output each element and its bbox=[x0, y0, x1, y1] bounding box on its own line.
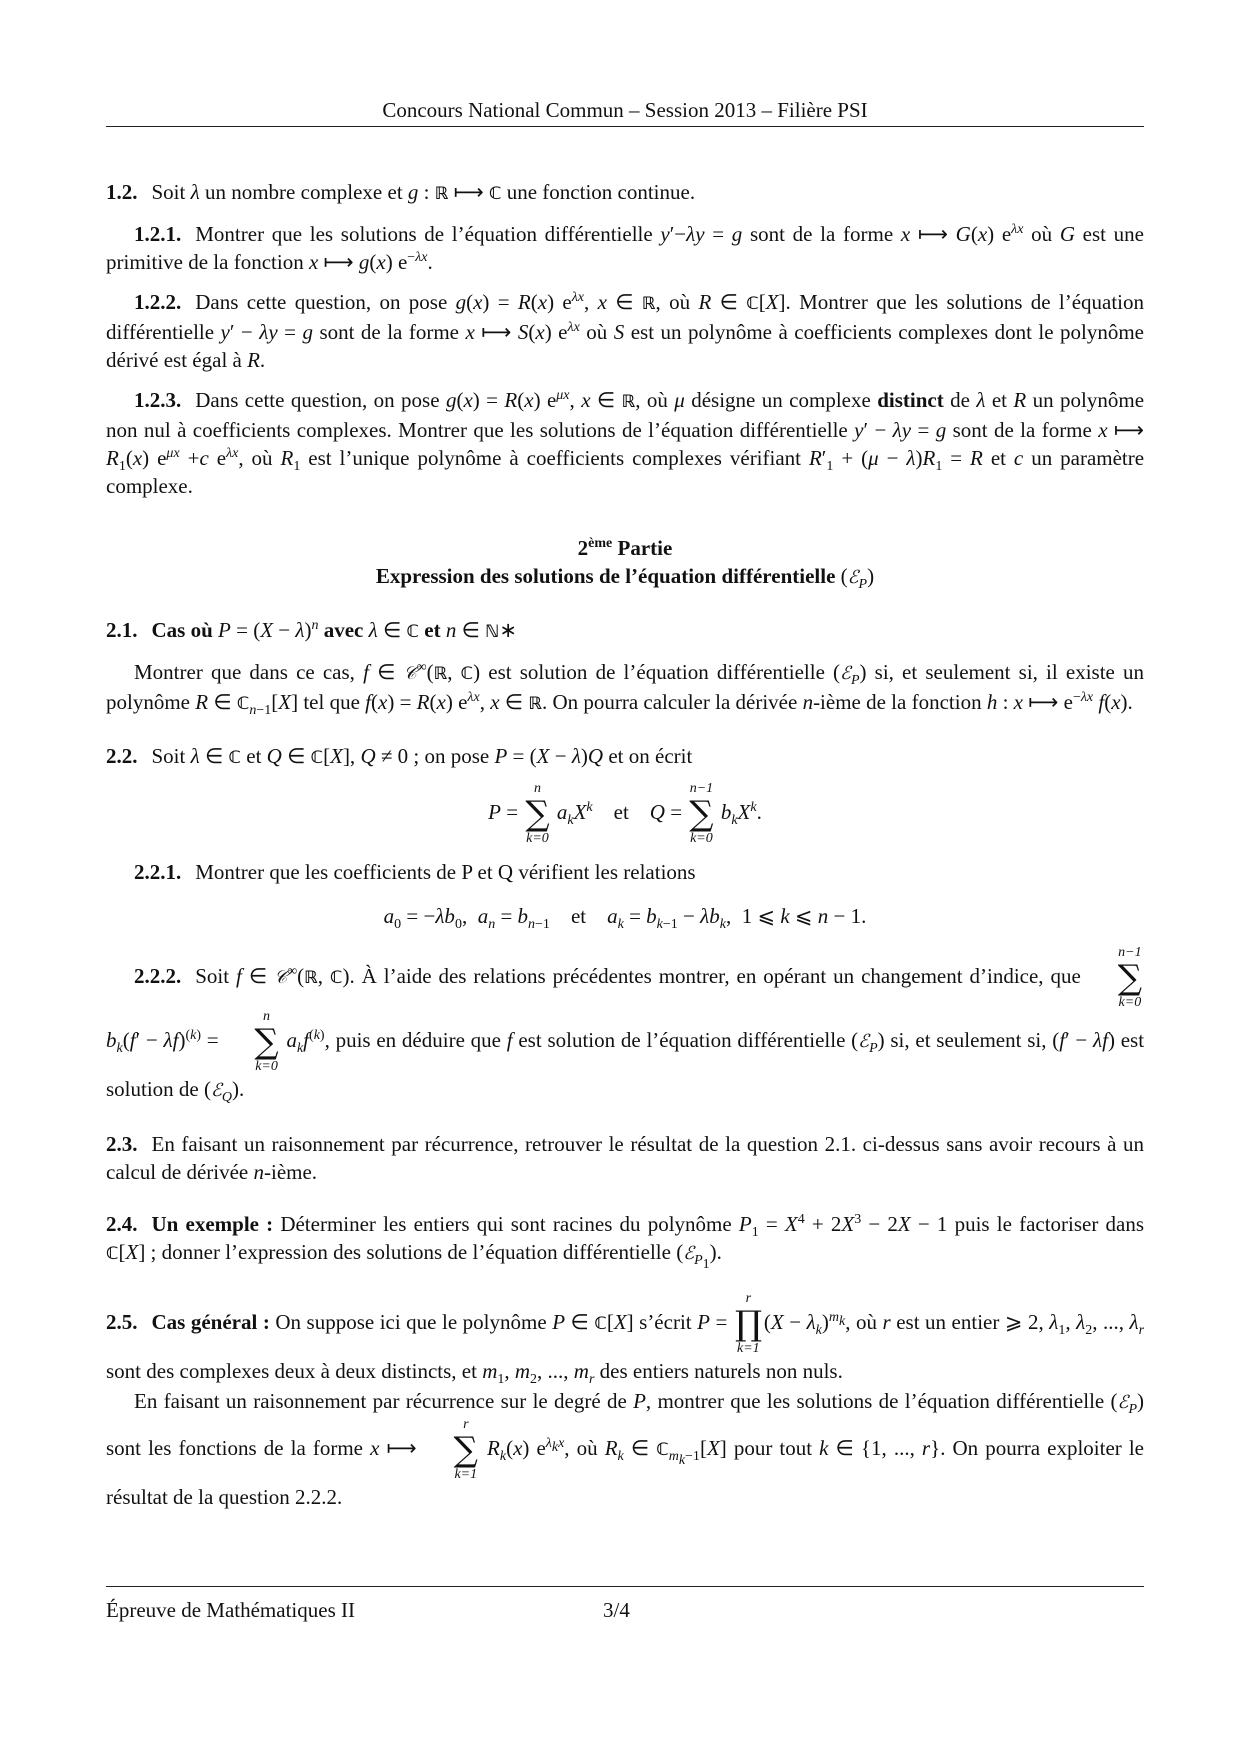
page-header: Concours National Commun – Session 2013 – Filière PSI bbox=[382, 98, 868, 122]
footer-title: Épreuve de Mathématiques II bbox=[106, 1598, 355, 1622]
question-text: Soit λ un nombre complexe et g : ℝ ⟼ ℂ une fonction continue. bbox=[151, 180, 696, 204]
question-text: Soit λ ∈ ℂ et Q ∈ ℂ[X], Q ≠ 0 ; on pose P = (X − λ)Q et on écrit bbox=[151, 744, 693, 768]
display-equation-pq: P = n ∑ k=0 $a_kX^k$ et Q = n−1 ∑ k=0 $b_kX^k$. bbox=[488, 781, 762, 846]
footer-rule bbox=[106, 1586, 1144, 1587]
question-number: 2.5. bbox=[106, 1309, 138, 1334]
question-text: Soit f ∈ 𝒞∞(ℝ, ℂ). À l’aide des relations précédentes montrer, en opérant un changement d’indice, que n−1 ∑ k=0 $b_k(f' - \lambda f)^{(k)}$ = n ∑ k=0 $a_kf^{(k)}$, puis en déduire que f est solution de l’équation différentielle (ℰ$_P$) si, et seulement si, (f′ − λf) est solution de (ℰ$_Q$). bbox=[106, 945, 1145, 1106]
question-title: Cas général : bbox=[151, 1309, 270, 1334]
question-2-1: Montrer que dans ce cas, f ∈ 𝒞∞(ℝ, ℂ) est solution de l’équation différentielle (ℰ$_P$) si, et seulement si, il existe un polynôme R ∈ ℂ$_{n-1}$[X] tel que f(x) = R(x) $e^{\lambda x}$, x ∈ ℝ. On pourra calculer la dérivée n-ième de la fonction h : x ⟼ $e^{-\lambda x}$ f(x). bbox=[106, 660, 1145, 719]
question-2-5-part2: En faisant un raisonnement par récurrence sur le degré de P, montrer que les solutions de l’équation différentielle (ℰ$_P$) sont les fonctions de la forme x ⟼ r ∑ k=1 $R_k(x)$ $e^{\lambda_kx}$, où $R_k$ ∈ ℂ$_{m_k-1}$[X] pour tout k ∈ {1, ..., r}. On pourra exploiter le résultat de la question 2.2.2. bbox=[106, 1389, 1145, 1509]
question-number: 2.3. bbox=[106, 1132, 138, 1156]
question-number: 1.2.3. bbox=[134, 388, 182, 412]
question-number: 2.1. bbox=[106, 618, 138, 642]
page-number: 3/4 bbox=[603, 1598, 630, 1622]
question-2-5 bbox=[106, 1292, 1144, 1386]
question-title: Cas où $P = (X - \lambda)^n$ avec λ ∈ ℂ et n ∈ ℕ∗ bbox=[151, 618, 517, 642]
question-1-2-2 bbox=[106, 288, 1144, 374]
question-number: 2.4. bbox=[106, 1212, 138, 1236]
question-text: Dans cette question, on pose g(x) = R(x) $e^{\mu x}$, x ∈ ℝ, où μ désigne un complexe distinct de λ et R un polynôme non nul à coefficients complexes. Montrer que les solutions de l’équation différentielle y′ − λy = g sont de la forme x ⟼ $R_1(x)$ $e^{\mu x} +c$ $e^{\lambda x}$, où $R_1$ est l’unique polynôme à coefficients complexes vérifiant $R'_1 + (\mu - \lambda)R_1 = R$ et c un paramètre complexe. bbox=[106, 388, 1145, 498]
part-heading: 2ème Partie bbox=[577, 536, 673, 560]
question-number: 1.2.2. bbox=[134, 290, 182, 314]
question-text: On suppose ici que le polynôme P ∈ ℂ[X] s’écrit P = r ∏ k=1 $(X - \lambda_k)^{m_k}$, où r est un entier ⩾ 2, $\lambda_1$, $\lambda_2$, ..., $\lambda_r$ sont des complexes deux à deux distincts, et $m_1$, $m_2$, ..., $m_r$ des entiers naturels non nuls. bbox=[106, 1291, 1145, 1388]
question-number: 2.2. bbox=[106, 744, 138, 768]
question-title: Un exemple : bbox=[151, 1212, 274, 1236]
question-2-2-2 bbox=[106, 946, 1144, 1106]
question-2-2 bbox=[106, 742, 1144, 772]
question-number: 1.2. bbox=[106, 180, 138, 204]
question-text: En faisant un raisonnement par récurrence, retrouver le résultat de la question 2.1. ci-dessus sans avoir recours à un calcul de dérivée n-ième. bbox=[106, 1132, 1144, 1184]
question-1-2 bbox=[106, 178, 1144, 208]
question-2-2-1 bbox=[106, 858, 1144, 886]
page-body bbox=[106, 178, 1144, 1512]
question-number: 1.2.1. bbox=[134, 222, 182, 246]
question-2-3 bbox=[106, 1130, 1144, 1186]
display-equation-relations: $a_0 = -\lambda b_0$, $a_n = b_{n-1}$ et $a_k = b_{k-1} - \lambda b_k$, 1 ⩽ k ⩽ n − 1. bbox=[383, 904, 867, 933]
question-2-4 bbox=[106, 1210, 1145, 1272]
question-number: 2.2.2. bbox=[134, 963, 182, 988]
question-1-2-3 bbox=[106, 386, 1144, 500]
question-2-1-title bbox=[106, 616, 1144, 646]
header-rule bbox=[106, 126, 1144, 127]
question-number: 2.2.1. bbox=[134, 860, 182, 884]
part-subtitle: Expression des solutions de l’équation différentielle (ℰ$_P$) bbox=[375, 564, 875, 593]
question-1-2-1 bbox=[106, 220, 1144, 276]
question-text: Déterminer les entiers qui sont racines du polynôme $P_1 = X^4 + 2X^3 - 2X - 1$ puis le factoriser dans ℂ[X] ; donner l’expression des solutions de l’équation différentielle (ℰ$_{P_1}$). bbox=[106, 1212, 1145, 1272]
question-text: Montrer que les coefficients de P et Q vérifient les relations bbox=[195, 860, 696, 884]
question-text: Montrer que les solutions de l’équation différentielle y′−λy = g sont de la forme x ⟼ G(x) $e^{\lambda x}$ où G est une primitive de la fonction x ⟼ g(x) $e^{-\lambda x}$. bbox=[106, 222, 1145, 274]
question-text: Dans cette question, on pose g(x) = R(x) $e^{\lambda x}$, x ∈ ℝ, où R ∈ ℂ[X]. Montrer que les solutions de l’équation différentielle y′ − λy = g sont de la forme x ⟼ S(x) $e^{\lambda x}$ où S est un polynôme à coefficients complexes dont le polynôme dérivé est égal à R. bbox=[106, 290, 1145, 372]
